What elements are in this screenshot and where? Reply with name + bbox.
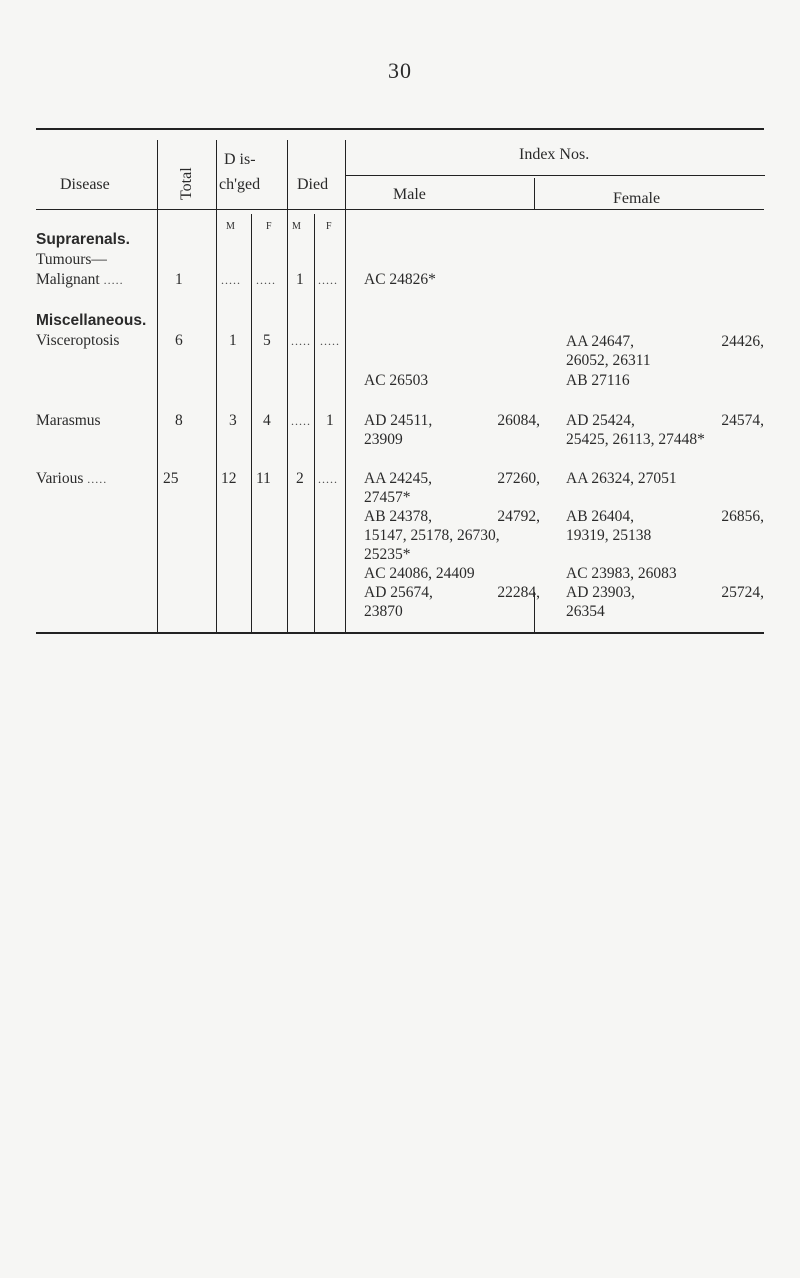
header-discharged-line1: D is- <box>224 151 256 168</box>
row-various-male-ab-l1: AB 24378, 24792, <box>364 508 540 525</box>
row-marasmus-total: 8 <box>175 412 183 429</box>
row-malignant-died-m: 1 <box>296 271 304 288</box>
row-visceroptosis-male: AC 26503 <box>364 372 429 389</box>
header-discharged-line2: ch'ged <box>219 176 261 193</box>
row-various-dis-m: 12 <box>221 470 237 487</box>
row-various-male-ab-l2: 15147, 25178, 26730, <box>364 527 500 544</box>
header-dis-m: M <box>226 221 235 232</box>
row-various-female-aa: AA 26324, 27051 <box>566 470 677 487</box>
row-various-female-ab-l2: 19319, 25138 <box>566 527 652 544</box>
header-bottom-rule <box>36 209 764 210</box>
col-rule-died-right <box>345 140 346 632</box>
index-subheader-rule <box>345 175 765 176</box>
row-various-dis-f: 11 <box>256 470 271 487</box>
table-top-rule <box>36 128 764 130</box>
row-various-female-ad-l2: 26354 <box>566 603 605 620</box>
row-marasmus-dis-f: 4 <box>263 412 271 429</box>
header-female: Female <box>613 190 661 207</box>
row-marasmus-died-m: ..... <box>291 414 311 428</box>
row-marasmus-dis-m: 3 <box>229 412 237 429</box>
row-malignant-male: AC 24826* <box>364 271 436 288</box>
row-various-male-ad-l2: 23870 <box>364 603 403 620</box>
row-various-male-ac: AC 24086, 24409 <box>364 565 475 582</box>
section-suprarenals: Suprarenals. <box>36 231 130 248</box>
col-rule-total-left <box>157 140 158 632</box>
row-malignant-dis-m: ..... <box>221 273 241 287</box>
row-various-total: 25 <box>163 470 179 487</box>
row-marasmus-female-l1: AD 25424, 24574, <box>566 412 764 429</box>
header-male: Male <box>393 186 426 203</box>
header-index-nos: Index Nos. <box>519 146 590 163</box>
header-died: Died <box>297 176 329 193</box>
row-visceroptosis-dis-f: 5 <box>263 332 271 349</box>
col-rule-dis-mid <box>251 214 252 632</box>
row-visceroptosis-died-f: ..... <box>320 334 340 348</box>
col-rule-dis-right <box>287 140 288 632</box>
table-bottom-rule <box>36 632 764 634</box>
row-various-male-aa-l1: AA 24245, 27260, <box>364 470 540 487</box>
row-malignant-died-f: ..... <box>318 273 338 287</box>
row-marasmus-female-l2: 25425, 26113, 27448* <box>566 431 705 448</box>
row-marasmus-male-l2: 23909 <box>364 431 403 448</box>
section-tumours: Tumours— <box>36 251 107 268</box>
row-various-female-ab-l1: AB 26404, 26856, <box>566 508 764 525</box>
row-visceroptosis-name: Visceroptosis <box>36 332 120 349</box>
row-various-male-aa-l2: 27457* <box>364 489 411 506</box>
row-visceroptosis-female-l2: 26052, 26311 <box>566 352 651 369</box>
row-various-died-m: 2 <box>296 470 304 487</box>
row-various-died-f: ..... <box>318 472 338 486</box>
row-malignant-dis-f: ..... <box>256 273 276 287</box>
row-visceroptosis-total: 6 <box>175 332 183 349</box>
row-malignant-name: Malignant ..... <box>36 271 124 288</box>
header-died-m: M <box>292 221 301 232</box>
row-various-male-ab-l3: 25235* <box>364 546 411 563</box>
row-visceroptosis-female-l3: AB 27116 <box>566 372 630 389</box>
row-various-female-ad-l1: AD 23903, 25724, <box>566 584 764 601</box>
header-total: Total <box>178 167 195 200</box>
row-visceroptosis-died-m: ..... <box>291 334 311 348</box>
row-marasmus-name: Marasmus <box>36 412 101 429</box>
row-malignant-total: 1 <box>175 271 183 288</box>
col-rule-total-right <box>216 140 217 632</box>
row-visceroptosis-female-l1: AA 24647, 24426, <box>566 333 764 350</box>
header-dis-f: F <box>266 221 272 232</box>
row-various-male-ad-l1: AD 25674, 22284, <box>364 584 540 601</box>
section-miscellaneous: Miscellaneous. <box>36 312 147 329</box>
row-various-female-ac: AC 23983, 26083 <box>566 565 677 582</box>
header-disease: Disease <box>60 176 110 193</box>
header-died-f: F <box>326 221 332 232</box>
row-marasmus-male-l1: AD 24511, 26084, <box>364 412 540 429</box>
row-various-name: Various ..... <box>36 470 108 487</box>
col-rule-died-mid <box>314 214 315 632</box>
page-number: 30 <box>388 58 412 83</box>
col-rule-male-female <box>534 178 535 210</box>
row-visceroptosis-dis-m: 1 <box>229 332 237 349</box>
row-marasmus-died-f: 1 <box>326 412 334 429</box>
